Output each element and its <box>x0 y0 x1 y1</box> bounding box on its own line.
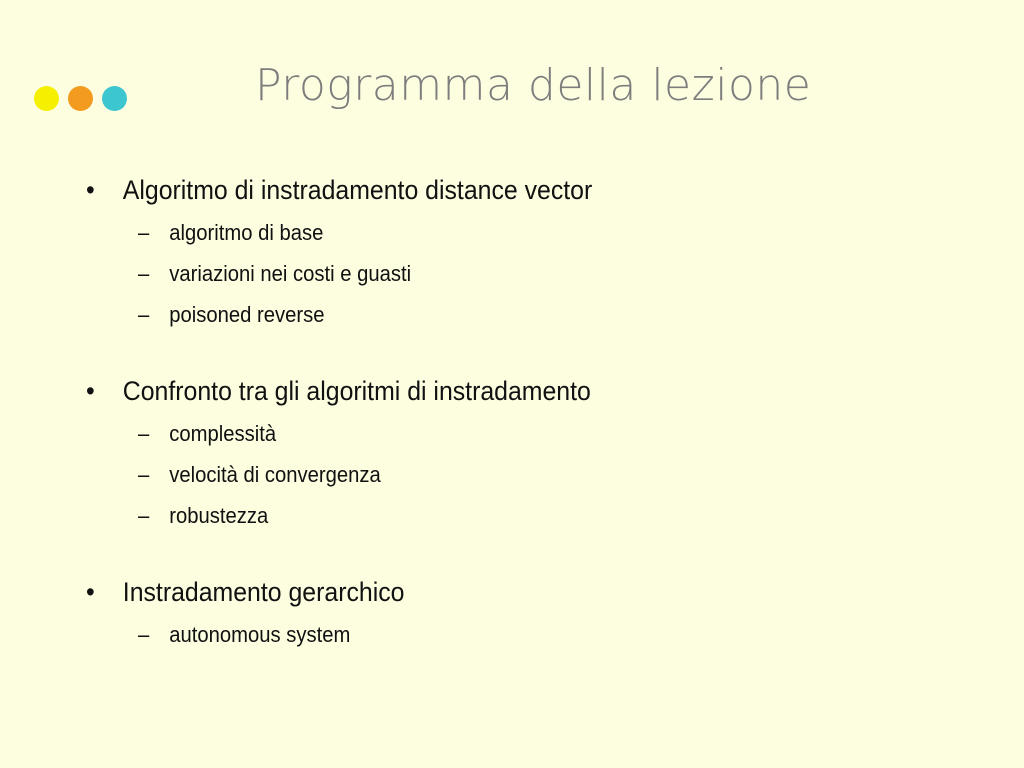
section-distance-vector <box>86 170 986 335</box>
bullet-label: Confronto tra gli algoritmi di instradamento <box>122 376 591 406</box>
teal-dot-icon <box>102 86 127 111</box>
sub-bullet-label: variazioni nei costi e guasti <box>169 261 412 286</box>
bullet-item <box>86 371 914 411</box>
yellow-dot-icon <box>34 86 59 111</box>
sub-bullet-item <box>138 294 918 335</box>
bullet-item <box>86 572 914 612</box>
sub-bullet-list <box>86 413 986 536</box>
sub-bullet-item <box>138 495 918 536</box>
sub-bullet-label: complessità <box>169 421 277 446</box>
sub-bullet-label: autonomous system <box>169 622 351 647</box>
dash-icon: – <box>138 220 150 245</box>
sub-bullet-label: algoritmo di base <box>169 220 324 245</box>
sub-bullet-list <box>86 212 986 335</box>
bullet-icon: • <box>86 175 95 205</box>
sub-bullet-label: poisoned reverse <box>169 302 325 327</box>
sub-bullet-label: velocità di convergenza <box>169 462 381 487</box>
sub-bullet-item <box>138 253 918 294</box>
sub-bullet-item <box>138 454 918 495</box>
orange-dot-icon <box>68 86 93 111</box>
sub-bullet-item <box>138 212 918 253</box>
dash-icon: – <box>138 421 150 446</box>
section-confronto <box>86 371 986 536</box>
decorative-dots <box>34 86 127 112</box>
dash-icon: – <box>138 261 150 286</box>
bullet-icon: • <box>86 577 95 607</box>
bullet-label: Algoritmo di instradamento distance vector <box>122 175 593 205</box>
bullet-item <box>86 170 914 210</box>
bullet-icon: • <box>86 376 95 406</box>
sub-bullet-item <box>138 413 918 454</box>
section-gerarchico <box>86 572 986 655</box>
sub-bullet-label: robustezza <box>169 503 269 528</box>
slide-title: Programma della lezione <box>255 60 812 111</box>
sub-bullet-list <box>86 614 986 655</box>
bullet-label: Instradamento gerarchico <box>122 577 405 607</box>
sub-bullet-item <box>138 614 918 655</box>
bullet-list <box>86 170 986 655</box>
dash-icon: – <box>138 462 150 487</box>
dash-icon: – <box>138 302 150 327</box>
dash-icon: – <box>138 622 150 647</box>
dash-icon: – <box>138 503 150 528</box>
